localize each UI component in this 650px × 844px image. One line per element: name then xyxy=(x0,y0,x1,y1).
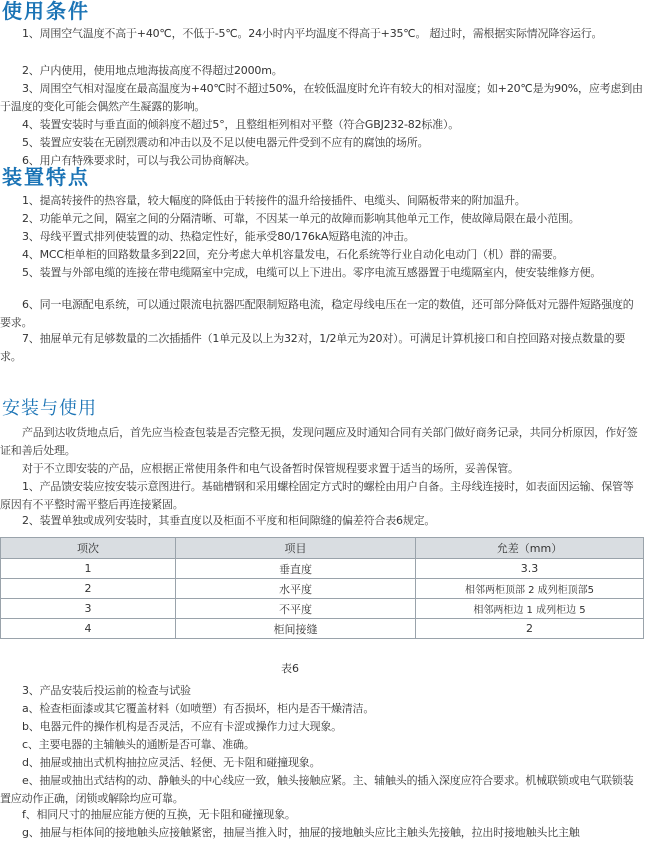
table-row xyxy=(1,579,644,599)
check-a: a、检查柜面漆或其它覆盖材料（如喷塑）有否损坏，柜内是否干燥清洁。 xyxy=(22,702,375,715)
table-cell-index: 2 xyxy=(1,579,176,599)
check-c: c、主要电器的主辅触头的通断是否可靠、准确。 xyxy=(22,738,255,751)
feature-1: 1、提高转接件的热容量，较大幅度的降低由于转接件的温升给接插件、电缆头、间隔板带来的附加温升。 xyxy=(22,194,526,207)
table-header-index: 项次 xyxy=(1,538,176,559)
check-heading: 3、产品安装后投运前的检查与试验 xyxy=(22,684,191,697)
usage-condition-3: 3、周围空气相对湿度在最高温度为+40℃时不超过50%，在较低温度时允许有较大的相对湿度；如+20℃是为90%，应考虑到由于温度的变化可能会偶然产生凝露的影响。 xyxy=(0,82,643,113)
table-cell-item: 垂直度 xyxy=(176,559,416,579)
feature-4: 4、MCC柜单柜的回路数量多到22回，充分考虑大单机容量发电，石化系统等行业自动化电动门（机）群的需要。 xyxy=(22,248,564,261)
usage-condition-1: 1、周围空气温度不高于+40℃，不低于-5℃。24小时内平均温度不得高于+35℃。 超过时，需根据实际情况降容运行。 xyxy=(22,27,603,40)
section-title-features: 装置特点 xyxy=(2,165,90,189)
check-e: e、抽屉或抽出式结构的动、静触头的中心线应一致，触头接触应紧。主、辅触头的插入深度应符合要求。机械联锁或电气联锁装置应动作正确，闭锁或解除均应可靠。 xyxy=(0,774,634,805)
install-intro-1: 产品到达收货地点后，首先应当检查包装是否完整无损，发现问题应及时通知合同有关部门做好商务记录，共同分析原因，作好签证和善后处理。 xyxy=(0,426,638,457)
table-header-tolerance: 允差（mm） xyxy=(416,538,644,559)
usage-condition-5: 5、装置应安装在无剧烈震动和冲击以及不足以使电器元件受到不应有的腐蚀的场所。 xyxy=(22,136,429,149)
section-title-installation: 安装与使用 xyxy=(2,398,97,419)
table-cell-index: 3 xyxy=(1,599,176,619)
table-cell-tolerance: 3.3 xyxy=(416,559,644,579)
feature-2: 2、功能单元之间，隔室之间的分隔清晰、可靠，不因某一单元的故障而影响其他单元工作，使故障局限在最小范围。 xyxy=(22,212,580,225)
usage-condition-6: 6、用户有特殊要求时，可以与我公司协商解决。 xyxy=(22,154,256,167)
table-cell-item: 柜间接缝 xyxy=(176,619,416,639)
section-title-usage-conditions: 使用条件 xyxy=(2,0,90,23)
feature-7: 7、抽屉单元有足够数量的二次插插件（1单元及以上为32对，1/2单元为20对）。可满足计算机接口和自控回路对接点数量的要求。 xyxy=(0,332,626,363)
table-cell-tolerance: 2 xyxy=(416,619,644,639)
table-row xyxy=(1,559,644,579)
table-header-row xyxy=(1,538,644,559)
table-cell-item: 水平度 xyxy=(176,579,416,599)
install-step-2: 2、装置单独或成列安装时，其垂直度以及柜面不平度和柜间隙缝的偏差符合表6规定。 xyxy=(22,514,436,527)
table-row xyxy=(1,619,644,639)
table-row xyxy=(1,599,644,619)
check-b: b、电器元件的操作机构是否灵活，不应有卡涩或操作力过大现象。 xyxy=(22,720,342,733)
table-cell-index: 4 xyxy=(1,619,176,639)
check-g: g、抽屉与柜体间的接地触头应接触紧密，抽屉当推入时，抽屉的接地触头应比主触头先接触，拉出时接地触头比主触 xyxy=(22,826,580,839)
feature-5: 5、装置与外部电缆的连接在带电缆隔室中完成，电缆可以上下进出。零序电流互感器置于电缆隔室内，使安装维修方便。 xyxy=(22,266,602,279)
feature-6: 6、同一电源配电系统，可以通过限流电抗器匹配限制短路电流，稳定母线电压在一定的数值，还可部分降低对元器件短路强度的要求。 xyxy=(0,298,634,329)
tolerance-table xyxy=(0,537,644,639)
table-cell-tolerance: 相邻两柜顶部 2 成列柜顶部5 xyxy=(416,579,644,599)
table-cell-index: 1 xyxy=(1,559,176,579)
usage-condition-4: 4、装置安装时与垂直面的倾斜度不超过5°，且整组柜列相对平整（符合GBJ232-82标准）。 xyxy=(22,118,460,131)
install-step-1: 1、产品馈安装应按安装示意图进行。基础槽钢和采用螺栓固定方式时的螺栓由用户自备。主母线连接时，如表面因运输、保管等原因有不平整时需平整后再连接紧固。 xyxy=(0,480,634,511)
install-intro-2: 对于不立即安装的产品，应根据正常使用条件和电气设备暂时保管规程要求置于适当的场所，妥善保管。 xyxy=(22,462,519,475)
check-d: d、抽屉或抽出式机构抽拉应灵活、轻便、无卡阻和碰撞现象。 xyxy=(22,756,321,769)
check-f: f、相同尺寸的抽屉应能方便的互换，无卡阻和碰撞现象。 xyxy=(22,808,296,821)
table-header-item: 项目 xyxy=(176,538,416,559)
table-caption: 表6 xyxy=(281,662,299,675)
usage-condition-2: 2、户内使用，使用地点地海拔高度不得超过2000m。 xyxy=(22,64,283,77)
table-cell-item: 不平度 xyxy=(176,599,416,619)
feature-3: 3、母线平置式排列使装置的动、热稳定性好，能承受80/176kA短路电流的冲击。 xyxy=(22,230,415,243)
table-cell-tolerance: 相邻两柜边 1 成列柜边 5 xyxy=(416,599,644,619)
